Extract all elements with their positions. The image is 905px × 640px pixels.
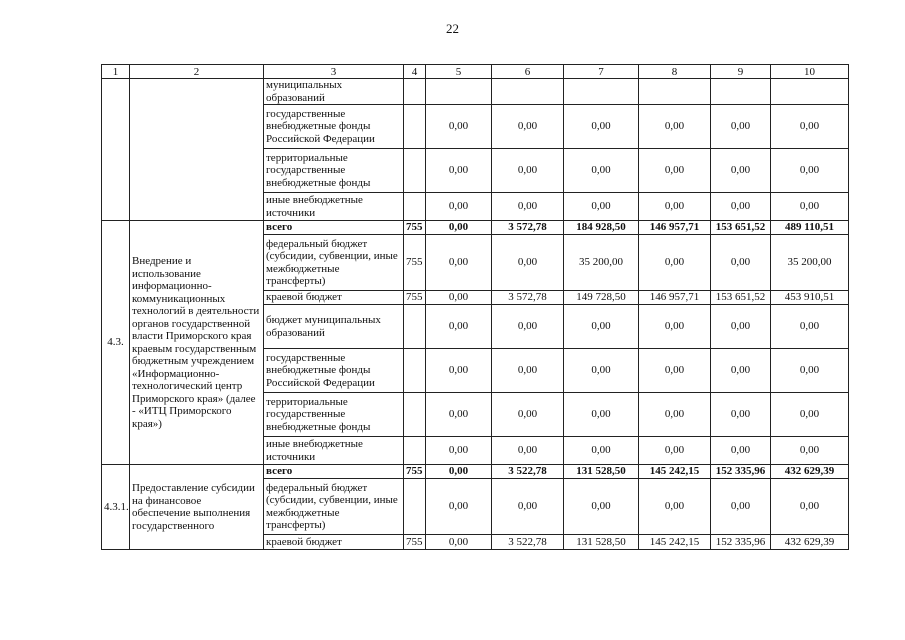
value-cell: 0,00	[711, 193, 771, 221]
value-cell: 0,00	[564, 349, 639, 393]
funding-source: иные внебюджетные источники	[264, 193, 404, 221]
value-cell	[771, 79, 849, 105]
value-cell: 0,00	[771, 105, 849, 149]
value-cell: 131 528,50	[564, 535, 639, 550]
value-cell: 453 910,51	[771, 291, 849, 305]
table-row	[102, 79, 849, 105]
value-cell: 0,00	[711, 235, 771, 291]
value-cell: 146 957,71	[639, 221, 711, 235]
value-cell: 3 572,78	[492, 221, 564, 235]
value-cell: 153 651,52	[711, 221, 771, 235]
value-cell: 35 200,00	[564, 235, 639, 291]
value-cell: 0,00	[771, 149, 849, 193]
value-cell: 3 572,78	[492, 291, 564, 305]
value-cell: 152 335,96	[711, 465, 771, 479]
table-header-row	[102, 65, 849, 79]
value-cell: 0,00	[564, 193, 639, 221]
value-cell: 0,00	[426, 535, 492, 550]
value-cell: 145 242,15	[639, 535, 711, 550]
value-cell: 3 522,78	[492, 465, 564, 479]
value-cell: 0,00	[771, 437, 849, 465]
funding-source: бюджет муниципальных образований	[264, 305, 404, 349]
value-cell: 0,00	[426, 193, 492, 221]
column-header: 2	[130, 65, 264, 79]
budget-code	[404, 479, 426, 535]
value-cell: 432 629,39	[771, 535, 849, 550]
value-cell: 0,00	[426, 349, 492, 393]
funding-source: федеральный бюджет (субсидии, субвенции, иные межбюджетные трансферты)	[264, 235, 404, 291]
value-cell: 146 957,71	[639, 291, 711, 305]
column-header: 8	[639, 65, 711, 79]
value-cell: 0,00	[426, 235, 492, 291]
value-cell: 0,00	[639, 479, 711, 535]
value-cell: 0,00	[711, 305, 771, 349]
value-cell: 3 522,78	[492, 535, 564, 550]
table-row	[102, 465, 849, 479]
value-cell: 152 335,96	[711, 535, 771, 550]
table-row	[102, 221, 849, 235]
value-cell: 184 928,50	[564, 221, 639, 235]
column-header: 5	[426, 65, 492, 79]
value-cell: 149 728,50	[564, 291, 639, 305]
budget-code	[404, 79, 426, 105]
value-cell: 0,00	[492, 349, 564, 393]
value-cell: 0,00	[426, 305, 492, 349]
budget-code	[404, 149, 426, 193]
budget-code	[404, 305, 426, 349]
value-cell: 0,00	[771, 479, 849, 535]
funding-source: краевой бюджет	[264, 291, 404, 305]
value-cell: 0,00	[426, 221, 492, 235]
value-cell	[639, 79, 711, 105]
page-number: 22	[446, 21, 459, 36]
funding-source: муниципальных образований	[264, 79, 404, 105]
value-cell: 0,00	[639, 105, 711, 149]
value-cell: 0,00	[426, 465, 492, 479]
value-cell: 0,00	[426, 393, 492, 437]
value-cell: 0,00	[492, 393, 564, 437]
column-header: 7	[564, 65, 639, 79]
value-cell	[492, 79, 564, 105]
value-cell: 153 651,52	[711, 291, 771, 305]
item-number: 4.3.1.	[102, 465, 130, 550]
column-header: 1	[102, 65, 130, 79]
funding-source: всего	[264, 221, 404, 235]
value-cell: 0,00	[564, 105, 639, 149]
value-cell: 0,00	[639, 149, 711, 193]
value-cell: 131 528,50	[564, 465, 639, 479]
value-cell: 0,00	[711, 393, 771, 437]
value-cell: 0,00	[639, 193, 711, 221]
value-cell: 0,00	[771, 393, 849, 437]
value-cell: 0,00	[564, 393, 639, 437]
value-cell	[426, 79, 492, 105]
funding-source: государственные внебюджетные фонды Российской Федерации	[264, 349, 404, 393]
value-cell: 0,00	[492, 305, 564, 349]
budget-code: 755	[404, 535, 426, 550]
value-cell: 0,00	[564, 305, 639, 349]
value-cell: 0,00	[492, 479, 564, 535]
funding-source: всего	[264, 465, 404, 479]
item-number-cell	[102, 79, 130, 221]
value-cell: 0,00	[771, 349, 849, 393]
value-cell: 0,00	[492, 149, 564, 193]
funding-source: краевой бюджет	[264, 535, 404, 550]
item-number: 4.3.	[102, 221, 130, 465]
value-cell: 0,00	[492, 437, 564, 465]
item-description-cell	[130, 79, 264, 221]
value-cell: 0,00	[711, 479, 771, 535]
value-cell: 0,00	[564, 437, 639, 465]
value-cell: 0,00	[639, 305, 711, 349]
budget-code	[404, 193, 426, 221]
funding-source: иные внебюджетные источники	[264, 437, 404, 465]
value-cell: 0,00	[711, 437, 771, 465]
value-cell: 0,00	[426, 479, 492, 535]
funding-source: государственные внебюджетные фонды Российской Федерации	[264, 105, 404, 149]
value-cell: 0,00	[639, 235, 711, 291]
value-cell: 0,00	[639, 349, 711, 393]
value-cell: 145 242,15	[639, 465, 711, 479]
value-cell: 0,00	[426, 291, 492, 305]
column-header: 4	[404, 65, 426, 79]
value-cell: 0,00	[492, 235, 564, 291]
value-cell: 0,00	[564, 149, 639, 193]
value-cell: 0,00	[711, 105, 771, 149]
budget-code: 755	[404, 221, 426, 235]
budget-code	[404, 437, 426, 465]
column-header: 3	[264, 65, 404, 79]
budget-code	[404, 393, 426, 437]
budget-code: 755	[404, 291, 426, 305]
item-description: Предоставление субсидии на финансовое обеспечение выполнения государственного	[130, 465, 264, 550]
value-cell: 0,00	[771, 305, 849, 349]
column-header: 10	[771, 65, 849, 79]
funding-source: федеральный бюджет (субсидии, субвенции, иные межбюджетные трансферты)	[264, 479, 404, 535]
budget-table	[101, 64, 849, 550]
funding-source: территориальные государственные внебюджетные фонды	[264, 149, 404, 193]
column-header: 9	[711, 65, 771, 79]
value-cell: 0,00	[492, 193, 564, 221]
value-cell: 35 200,00	[771, 235, 849, 291]
funding-source: территориальные государственные внебюджетные фонды	[264, 393, 404, 437]
item-description: Внедрение и использование информационно-коммуникационных технологий в деятельности органов государственной власти Приморского края краевым государственным бюджетным учреждением «Информационно-технологический центр Приморского края» (далее - «ИТЦ Приморского края»)	[130, 221, 264, 465]
value-cell: 0,00	[426, 105, 492, 149]
value-cell: 0,00	[426, 437, 492, 465]
value-cell: 0,00	[771, 193, 849, 221]
value-cell: 432 629,39	[771, 465, 849, 479]
value-cell: 0,00	[711, 149, 771, 193]
budget-code: 755	[404, 235, 426, 291]
value-cell: 0,00	[564, 479, 639, 535]
budget-code	[404, 349, 426, 393]
column-header: 6	[492, 65, 564, 79]
budget-code	[404, 105, 426, 149]
value-cell: 0,00	[426, 149, 492, 193]
value-cell: 0,00	[639, 393, 711, 437]
value-cell: 489 110,51	[771, 221, 849, 235]
value-cell	[711, 79, 771, 105]
value-cell: 0,00	[711, 349, 771, 393]
value-cell: 0,00	[639, 437, 711, 465]
budget-code: 755	[404, 465, 426, 479]
value-cell	[564, 79, 639, 105]
value-cell: 0,00	[492, 105, 564, 149]
